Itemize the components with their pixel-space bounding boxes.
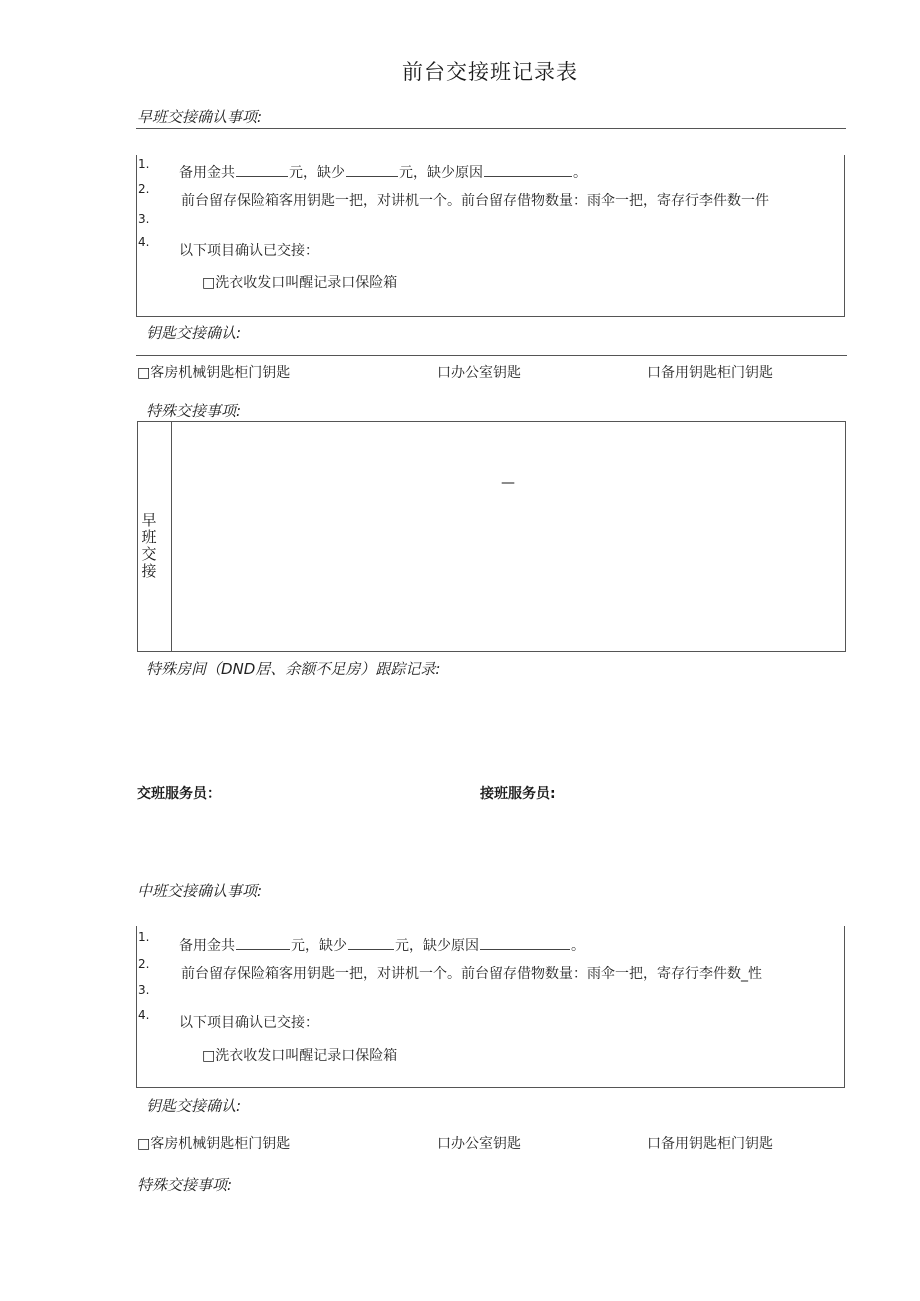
morning-cash-shortage-label: 元，缺少 [289, 165, 345, 181]
middle-checklist[interactable]: □洗衣收发口叫醒记录口保险箱 [202, 1048, 398, 1064]
special-handover-table [137, 421, 846, 652]
middle-cash-amount-blank[interactable] [236, 935, 290, 950]
keys-heading-2: 钥匙交接确认: [146, 1097, 242, 1115]
morning-shortage-amount-blank[interactable] [346, 162, 398, 177]
key-checkbox-spare-cabinet-1[interactable]: 口备用钥匙柜门钥匙 [647, 365, 773, 381]
middle-item-number-4: 4. [138, 1008, 150, 1022]
middle-box-left-border [136, 926, 137, 1088]
keys-heading-1: 钥匙交接确认: [146, 324, 242, 342]
morning-cash-reason-label: 元，缺少原因 [399, 165, 483, 181]
middle-item-number-1: 1. [138, 930, 150, 944]
middle-box-right-border [844, 926, 845, 1088]
middle-shortage-reason-blank[interactable] [480, 935, 570, 950]
special-handover-heading-2: 特殊交接事项: [137, 1176, 233, 1194]
morning-confirm-line: 以下项目确认已交接： [179, 243, 319, 259]
special-handover-column-divider [171, 422, 172, 651]
morning-box-bottom-border [136, 316, 845, 317]
key-checkbox-spare-cabinet-2[interactable]: 口备用钥匙柜门钥匙 [647, 1136, 773, 1152]
morning-item-number-2: 2. [138, 182, 150, 196]
morning-shift-side-label: 早 班 交 接 [141, 511, 157, 580]
morning-cash-label: 备用金共 [179, 165, 235, 181]
morning-shortage-reason-blank[interactable] [484, 162, 572, 177]
key-checkbox-office-1[interactable]: 口办公室钥匙 [437, 365, 521, 381]
middle-cash-shortage-label: 元，缺少 [291, 938, 347, 954]
special-rooms-heading: 特殊房间（DND居、余额不足房）跟踪记录: [146, 660, 441, 678]
morning-item-number-1: 1. [138, 157, 150, 171]
middle-cash-label: 备用金共 [179, 938, 235, 954]
middle-item-number-2: 2. [138, 957, 150, 971]
page-title: 前台交接班记录表 [402, 60, 578, 84]
morning-cash-line [179, 162, 587, 182]
middle-cash-end: 。 [571, 938, 585, 954]
morning-box-right-border [844, 155, 845, 317]
keys-heading-rule-1 [136, 355, 847, 356]
morning-checklist[interactable]: □洗衣收发口叫醒记录口保险箱 [202, 275, 398, 291]
morning-section-heading: 早班交接确认事项: [137, 108, 263, 126]
middle-box-bottom-border [136, 1087, 845, 1088]
handover-staff-label: 交班服务员： [137, 786, 221, 802]
middle-items-line: 前台留存保险箱客用钥匙一把，对讲机一个。前台留存借物数量：雨伞一把，寄存行李件数_性 [181, 966, 762, 982]
key-checkbox-office-2[interactable]: 口办公室钥匙 [437, 1136, 521, 1152]
middle-shortage-amount-blank[interactable] [348, 935, 394, 950]
morning-cash-amount-blank[interactable] [236, 162, 288, 177]
middle-item-number-3: 3. [138, 983, 150, 997]
middle-cash-line [179, 935, 585, 955]
morning-items-line: 前台留存保险箱客用钥匙一把，对讲机一个。前台留存借物数量：雨伞一把，寄存行李件数一件 [181, 193, 769, 209]
morning-heading-rule [136, 128, 846, 129]
middle-cash-reason-label: 元，缺少原因 [395, 938, 479, 954]
special-handover-heading: 特殊交接事项: [146, 402, 242, 420]
key-checkbox-room-cabinet-2[interactable]: □客房机械钥匙柜门钥匙 [137, 1136, 291, 1152]
takeover-staff-label: 接班服务员: [480, 786, 556, 802]
morning-item-number-4: 4. [138, 235, 150, 249]
key-checkbox-room-cabinet-1[interactable]: □客房机械钥匙柜门钥匙 [137, 365, 291, 381]
middle-confirm-line: 以下项目确认已交接： [179, 1015, 319, 1031]
morning-cash-end: 。 [573, 165, 587, 181]
morning-item-number-3: 3. [138, 212, 150, 226]
special-handover-dash: — [501, 475, 515, 491]
morning-box-left-border [136, 155, 137, 317]
middle-section-heading: 中班交接确认事项: [137, 882, 263, 900]
